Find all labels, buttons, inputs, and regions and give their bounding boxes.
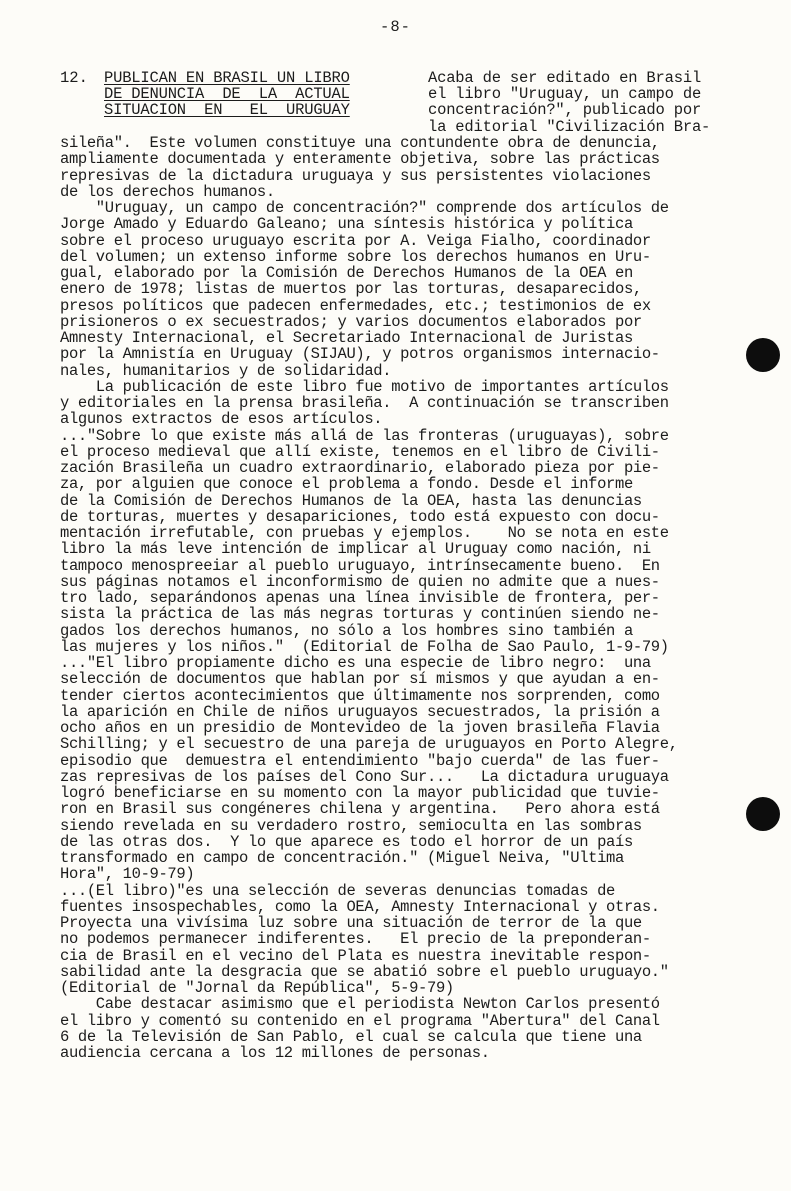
- body-line: siendo revelada en su verdadero rostro, semioculta en las sombras: [60, 816, 642, 835]
- body-line: sobre el proceso uruguayo escrita por A. Veiga Fialho, coordinador: [60, 231, 651, 250]
- body-line: za, por alguien que conoce el problema a fondo. Desde el informe: [60, 475, 633, 494]
- body-line: tender ciertos acontecimientos que últimamente nos sorprenden, como: [60, 686, 660, 705]
- body-line: algunos extractos de esos artículos.: [60, 410, 383, 429]
- hole-punch-mark: [746, 797, 780, 831]
- body-line: del volumen; un extenso informe sobre los derechos humanos en Uru-: [60, 247, 651, 266]
- item-number: 12.: [60, 69, 88, 87]
- body-line: tampoco menospreeiar al pueblo uruguayo, intrínsecamente bueno. En: [60, 556, 660, 575]
- body-line: mentación irrefutable, con pruebas y ejemplos. No se nota en este: [60, 524, 669, 542]
- body-line: gados los derechos humanos, no sólo a los hombres sino también a: [60, 621, 633, 640]
- body-text: [60, 135, 760, 1061]
- body-line: Schilling; y el secuestro de una pareja de uruguayos en Porto Alegre,: [60, 735, 678, 754]
- body-line: episodio que demuestra el entendimiento "bajo cuerda" de las fuer-: [60, 751, 660, 770]
- body-line: Amnesty Internacional, el Secretariado Internacional de Juristas: [60, 329, 633, 347]
- item-header: [60, 70, 750, 140]
- body-line: zas represivas de los países del Cono Sur... La dictadura uruguaya: [60, 767, 669, 786]
- body-line: Cabe destacar asimismo que el periodista Newton Carlos presentó: [60, 995, 660, 1014]
- body-line: nales, humanitarios y de solidaridad.: [60, 361, 392, 380]
- body-line: de los derechos humanos.: [60, 182, 275, 201]
- item-title-line: PUBLICAN EN BRASIL UN LIBRO: [104, 69, 350, 87]
- intro-line: el libro "Uruguay, un campo de: [428, 85, 702, 104]
- body-line: cia de Brasil en el vecino del Plata es nuestra inevitable respon-: [60, 946, 651, 965]
- body-line: zación Brasileña un cuadro extraordinario, elaborado pieza por pie-: [60, 459, 660, 477]
- body-line: ..."Sobre lo que existe más allá de las fronteras (uruguayas), sobre: [60, 426, 669, 445]
- body-line: ...(El libro)"es una selección de severas denuncias tomadas de: [60, 881, 615, 900]
- body-line: presos políticos que padecen enfermedades, etc.; testimonios de ex: [60, 296, 651, 315]
- body-line: logró beneficiarse en su momento con la mayor publicidad que tuvie-: [60, 784, 660, 802]
- body-line: ocho años en un presidio de Montevideo de la joven brasileña Flavia: [60, 719, 660, 737]
- body-line: transformado en campo de concentración." (Miguel Neiva, "Ultima: [60, 849, 624, 867]
- body-line: "Uruguay, un campo de concentración?" comprende dos artículos de: [60, 199, 669, 217]
- body-line: 6 de la Televisión de San Pablo, el cual se calcula que tiene una: [60, 1027, 642, 1046]
- intro-line: la editorial "Civilización Bra-: [428, 117, 711, 136]
- body-line: Jorge Amado y Eduardo Galeano; una síntesis histórica y política: [60, 215, 633, 234]
- body-line: sus páginas notamos el inconformismo de quien no admite que a nues-: [60, 572, 660, 591]
- body-line: Proyecta una vivísima luz sobre una situación de terror de la que: [60, 914, 642, 932]
- body-line: sista la práctica de las más negras torturas y continúen siendo ne-: [60, 605, 660, 624]
- body-line: (Editorial de "Jornal da República", 5-9-79): [60, 979, 454, 997]
- body-line: la aparición en Chile de niños uruguayos secuestrados, la prisión a: [60, 702, 660, 721]
- body-line: de torturas, muertes y desapariciones, todo está expuesto con docu-: [60, 507, 660, 526]
- body-line: de las otras dos. Y lo que aparece es todo el horror de un país: [60, 832, 633, 851]
- body-line: audiencia cercana a los 12 millones de personas.: [60, 1044, 490, 1062]
- body-line: enero de 1978; listas de muertos por las torturas, desaparecidos,: [60, 280, 642, 299]
- body-line: sileña". Este volumen constituye una contundente obra de denuncia,: [60, 134, 660, 152]
- body-line: el proceso medieval que allí existe, tenemos en el libro de Civili-: [60, 442, 660, 461]
- body-line: libro la más leve intención de implicar al Uruguay como nación, ni: [60, 540, 651, 559]
- body-line: represivas de la dictadura uruguaya y sus persistentes violaciones: [60, 166, 651, 185]
- body-line: ron en Brasil sus congéneres chilena y argentina. Pero ahora está: [60, 800, 660, 819]
- body-line: tro lado, separándonos apenas una línea invisible de frontera, per-: [60, 589, 660, 607]
- body-line: La publicación de este libro fue motivo de importantes artículos: [60, 377, 669, 396]
- body-line: de la Comisión de Derechos Humanos de la OEA, hasta las denuncias: [60, 491, 642, 510]
- body-line: no podemos permanecer indiferentes. El precio de la preponderan-: [60, 930, 651, 949]
- page-number: -8-: [380, 18, 411, 36]
- item-intro: [428, 70, 758, 135]
- body-line: las mujeres y los niños." (Editorial de Folha de Sao Paulo, 1-9-79): [60, 637, 669, 656]
- item-title-line: DE DENUNCIA DE LA ACTUAL: [104, 85, 350, 104]
- body-line: ampliamente documentada y enteramente objetiva, sobre las prácticas: [60, 150, 660, 169]
- body-line: selección de documentos que hablan por sí mismos y que ayudan a en-: [60, 670, 660, 689]
- body-line: fuentes insospechables, como la OEA, Amnesty Internacional y otras.: [60, 897, 660, 916]
- intro-line: Acaba de ser editado en Brasil: [428, 69, 702, 87]
- body-line: por la Amnistía en Uruguay (SIJAU), y potros organismos internacio-: [60, 345, 660, 364]
- body-line: y editoriales en la prensa brasileña. A continuación se transcriben: [60, 394, 669, 412]
- body-line: el libro y comentó su contenido en el programa "Abertura" del Canal: [60, 1011, 660, 1030]
- body-line: ..."El libro propiamente dicho es una especie de libro negro: una: [60, 654, 651, 672]
- intro-line: concentración?", publicado por: [428, 101, 702, 120]
- hole-punch-mark: [746, 338, 780, 372]
- body-line: gual, elaborado por la Comisión de Derechos Humanos de la OEA en: [60, 264, 633, 282]
- body-line: sabilidad ante la desgracia que se abatió sobre el pueblo uruguayo.": [60, 962, 669, 981]
- item-title: [104, 70, 434, 119]
- body-line: Hora", 10-9-79): [60, 865, 195, 884]
- item-title-line: SITUACION EN EL URUGUAY: [104, 101, 350, 120]
- body-line: prisioneros o ex secuestrados; y varios documentos elaborados por: [60, 312, 642, 331]
